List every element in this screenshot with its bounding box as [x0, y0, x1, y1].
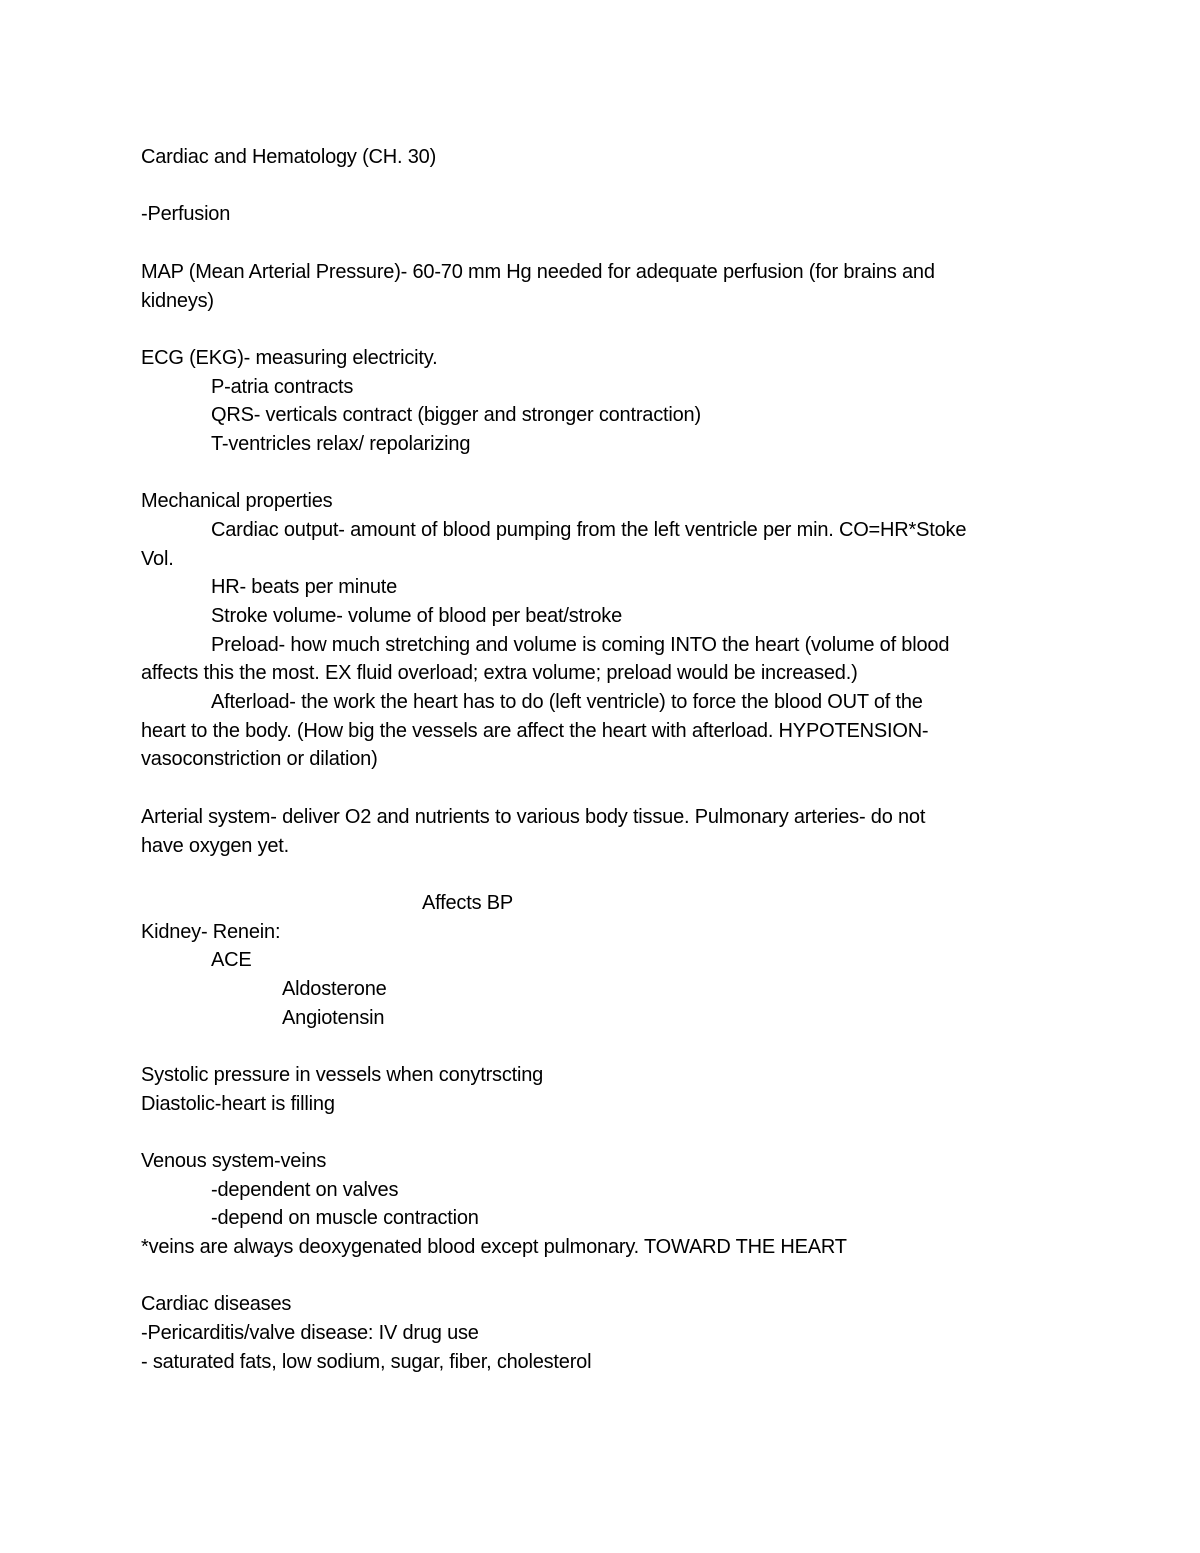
preload-line-2: affects this the most. EX fluid overload; extra volume; preload would be increased.): [141, 662, 858, 684]
cardiac-output-line-1: Cardiac output- amount of blood pumping from the left ventricle per min. CO=HR*Stoke: [211, 519, 967, 541]
cardiac-diseases-heading: Cardiac diseases: [141, 1293, 292, 1315]
ecg-qrs: QRS- verticals contract (bigger and stronger contraction): [211, 404, 701, 426]
affects-bp-label: Affects BP: [422, 892, 514, 914]
diet-text: - saturated fats, low sodium, sugar, fiber, cholesterol: [141, 1351, 592, 1373]
cardiac-output-line-2: Vol.: [141, 548, 174, 570]
ecg-heading: ECG (EKG)- measuring electricity.: [141, 347, 438, 369]
afterload-line-1: Afterload- the work the heart has to do (left ventricle) to force the blood OUT of the: [211, 691, 923, 713]
afterload-line-2: heart to the body. (How big the vessels are affect the heart with afterload. HYPOTENSION-: [141, 720, 929, 742]
ecg-p-wave: P-atria contracts: [211, 376, 354, 398]
ecg-t-wave: T-ventricles relax/ repolarizing: [211, 433, 471, 455]
arterial-line-1: Arterial system- deliver O2 and nutrients to various body tissue. Pulmonary arteries- do not: [141, 806, 926, 828]
pericarditis-text: -Pericarditis/valve disease: IV drug use: [141, 1322, 479, 1344]
systolic-text: Systolic pressure in vessels when conytrscting: [141, 1064, 544, 1086]
document-title: Cardiac and Hematology (CH. 30): [141, 146, 437, 168]
venous-heading: Venous system-veins: [141, 1150, 327, 1172]
diastolic-text: Diastolic-heart is filling: [141, 1093, 335, 1115]
heart-rate-text: HR- beats per minute: [211, 576, 398, 598]
afterload-line-3: vasoconstriction or dilation): [141, 748, 378, 770]
arterial-line-2: have oxygen yet.: [141, 835, 290, 857]
ace-item: ACE: [211, 949, 252, 971]
preload-line-1: Preload- how much stretching and volume is coming INTO the heart (volume of blood: [211, 634, 950, 656]
venous-valves: -dependent on valves: [211, 1179, 399, 1201]
venous-note: *veins are always deoxygenated blood except pulmonary. TOWARD THE HEART: [141, 1236, 847, 1258]
stroke-volume-text: Stroke volume- volume of blood per beat/stroke: [211, 605, 623, 627]
kidney-heading: Kidney- Renein:: [141, 921, 281, 943]
aldosterone-item: Aldosterone: [282, 978, 387, 1000]
mechanical-heading: Mechanical properties: [141, 490, 333, 512]
map-text-line-2: kidneys): [141, 290, 214, 312]
venous-muscle: -depend on muscle contraction: [211, 1207, 479, 1229]
angiotensin-item: Angiotensin: [282, 1007, 385, 1029]
perfusion-heading: -Perfusion: [141, 203, 231, 225]
map-text-line-1: MAP (Mean Arterial Pressure)- 60-70 mm Hg needed for adequate perfusion (for brains and: [141, 261, 935, 283]
